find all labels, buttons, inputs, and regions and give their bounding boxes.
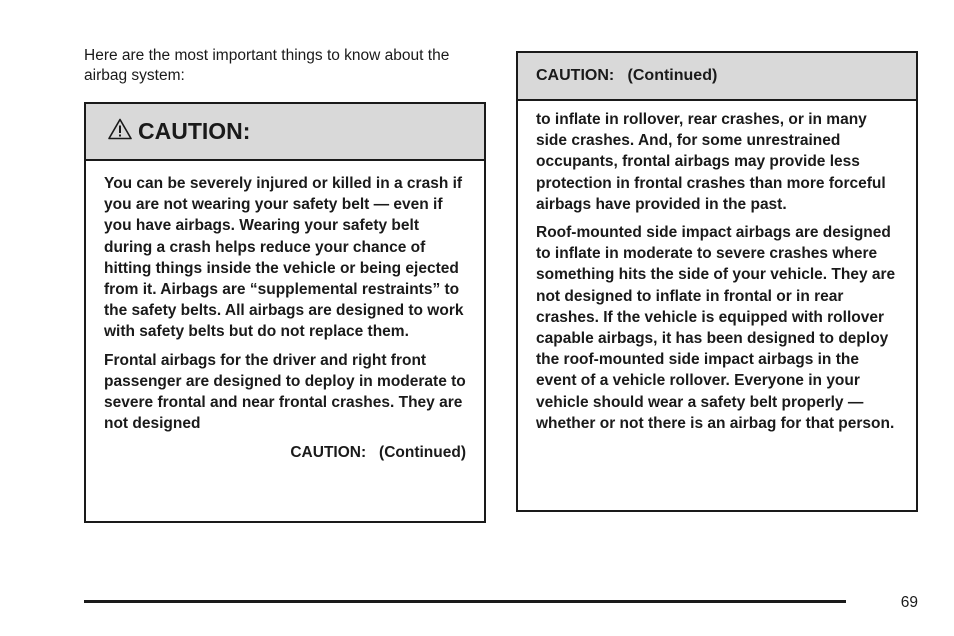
caution-title-row bbox=[108, 118, 250, 145]
footer-rule bbox=[84, 600, 846, 603]
caution-paragraph: You can be severely injured or killed in a crash if you are not wearing your safety belt — even if you have airbags. Wearing your safety belt during a crash helps reduce your chance of hitting things inside the vehicle or being ejected from it. Airbags are “supplemental restraints” to the safety belts. All airbags are designed to work with safety belts but do not replace them. bbox=[104, 175, 464, 341]
caution-box bbox=[84, 102, 486, 523]
caution-header bbox=[86, 104, 484, 161]
caution-paragraph: Roof-mounted side impact airbags are designed to inflate in moderate to severe crashes where something hits the side of your vehicle. They are not designed to inflate in frontal or in rear crashes. If the vehicle is equipped with rollover capable airbags, it has been designed to deploy the roof-mounted side impact airbags in the event of a vehicle rollover. Everyone in your vehicle should wear a safety belt properly — whether or not there is an airbag for that person. bbox=[536, 224, 896, 432]
caution-paragraph: Frontal airbags for the driver and right front passenger are designed to deploy in moderate to severe frontal and near frontal crashes. They are not designed bbox=[104, 351, 466, 433]
intro-text: Here are the most important things to know about the airbag system: bbox=[84, 47, 450, 84]
caution-continued-box bbox=[516, 51, 918, 512]
caution-continued-title: CAUTION: (Continued) bbox=[536, 67, 718, 84]
caution-body bbox=[86, 161, 484, 464]
caution-title: CAUTION: bbox=[138, 118, 251, 144]
caution-paragraph: to inflate in rollover, rear crashes, or in many side crashes. And, for some unrestrained occupants, frontal airbags may provide less protection in frontal crashes than more forceful airbags have provided in the past. bbox=[536, 111, 886, 213]
continued-label: CAUTION: (Continued) bbox=[290, 444, 466, 462]
warning-triangle-icon bbox=[108, 118, 132, 140]
caution-continued-header bbox=[518, 53, 916, 101]
caution-continued-body bbox=[518, 101, 916, 434]
page-number: 69 bbox=[900, 594, 918, 611]
